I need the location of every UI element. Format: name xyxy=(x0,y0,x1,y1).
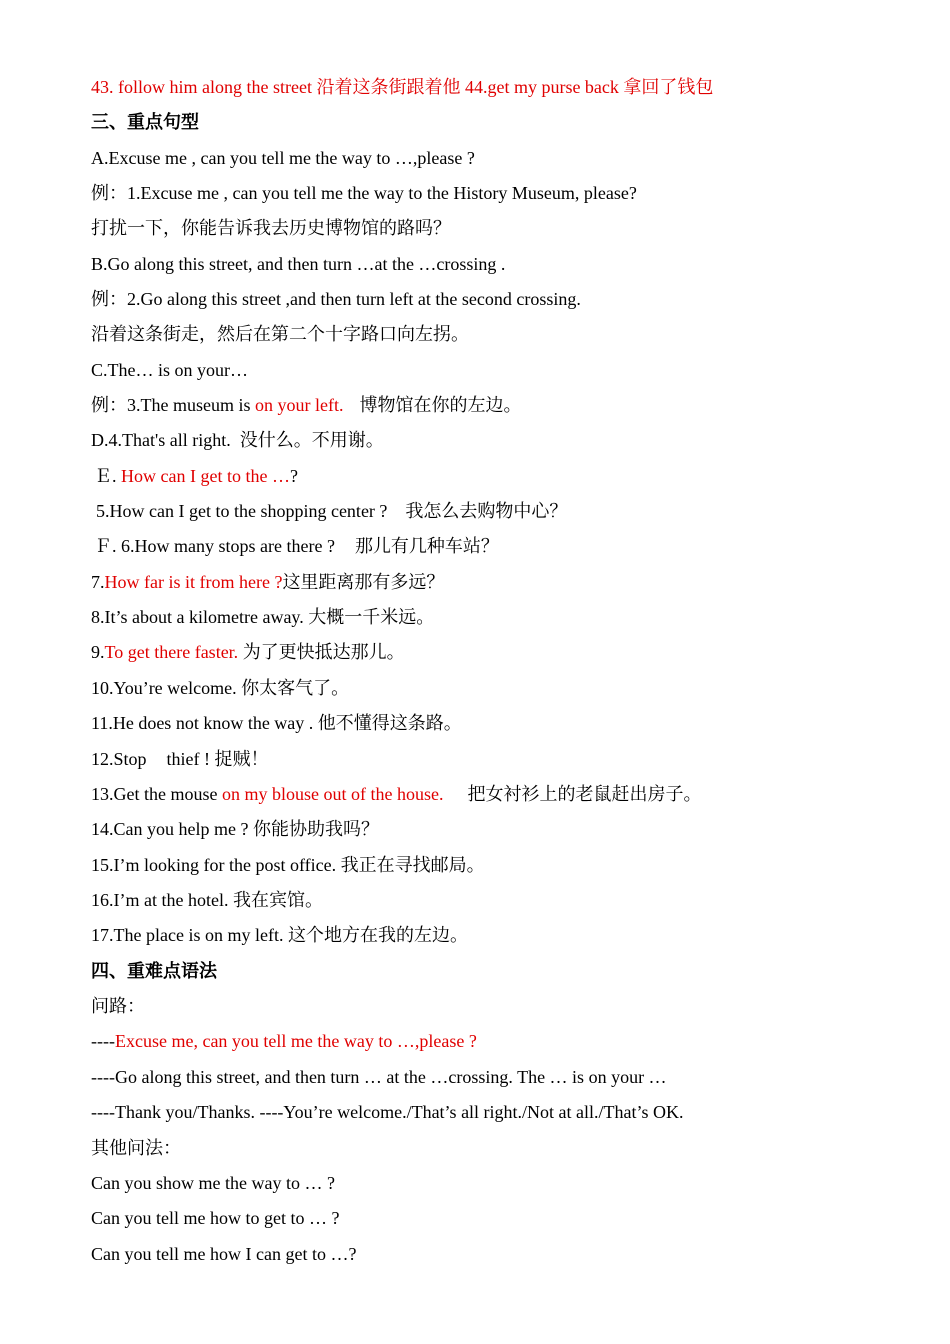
pattern-d xyxy=(91,428,384,452)
alt-question-3 xyxy=(91,1242,356,1266)
section-heading-key-sentences xyxy=(91,110,199,134)
translation-text: 那儿有几种车站？ xyxy=(354,536,499,556)
line-text: 沿着这条街走，然后在第二个十字路口向左拐。 xyxy=(91,324,469,344)
line-text: 例：1.Excuse me , can you tell me the way to the History Museum, please? xyxy=(91,183,637,203)
line-text: 11.He does not know the way . 他不懂得这条路。 xyxy=(91,713,462,733)
pattern-a xyxy=(91,146,475,170)
heading-text: 三、重点句型 xyxy=(91,112,199,132)
line-text: Ｅ. xyxy=(94,466,121,486)
line-text: 10.You’re welcome. 你太客气了。 xyxy=(91,678,350,698)
highlight-text: on your left. xyxy=(255,395,344,415)
line-text: 14.Can you help me ? 你能协助我吗？ xyxy=(91,819,379,839)
example-1 xyxy=(91,181,637,205)
line-text: ? xyxy=(289,466,298,486)
line-text: 17.The place is on my left. 这个地方在我的左边。 xyxy=(91,925,468,945)
example-9 xyxy=(91,640,405,664)
translation-text: 为了更快抵达那儿。 xyxy=(238,642,405,662)
heading-text: 四、重难点语法 xyxy=(91,961,217,981)
translation-text: 这里距离那有多远？ xyxy=(282,572,445,592)
dialogue-line-1 xyxy=(91,1029,477,1053)
asking-way-label xyxy=(91,994,145,1018)
example-14 xyxy=(91,817,379,841)
line-text: Can you tell me how I can get to …? xyxy=(91,1244,357,1264)
dialogue-line-2 xyxy=(91,1065,667,1089)
example-17 xyxy=(91,923,468,947)
example-16 xyxy=(91,888,323,912)
line-text: thief ! 捉贼！ xyxy=(166,749,269,769)
line-text: Can you show me the way to … ? xyxy=(91,1173,335,1193)
line-text: ----Thank you/Thanks. ----You’re welcome./That’s all right./Not at all./That’s OK. xyxy=(91,1102,684,1122)
example-7 xyxy=(91,570,444,594)
line-text: ---- xyxy=(91,1031,115,1051)
pattern-c xyxy=(91,358,248,382)
example-11 xyxy=(91,711,462,735)
line-text: A.Excuse me , can you tell me the way to …,please ? xyxy=(91,148,475,168)
example-12 xyxy=(91,747,269,771)
line-text: ----Go along this street, and then turn … at the …crossing. The … is on your … xyxy=(91,1067,667,1087)
example-15 xyxy=(91,853,485,877)
highlight-text: To get there faster. xyxy=(104,642,239,662)
line-text: 8.It’s about a kilometre away. 大概一千米远。 xyxy=(91,607,435,627)
line-text: 例：3.The museum is xyxy=(91,395,255,415)
line-text: 其他问法： xyxy=(91,1138,181,1158)
line-text: 12.Stop xyxy=(91,749,147,769)
pattern-e xyxy=(94,464,298,488)
alt-question-1 xyxy=(91,1171,335,1195)
line-text: 15.I’m looking for the post office. 我正在寻找邮局。 xyxy=(91,855,485,875)
pattern-f xyxy=(94,534,499,558)
line-text: 5.How can I get to the shopping center ? xyxy=(96,501,388,521)
alt-question-2 xyxy=(91,1206,339,1230)
line-text: D.4.That's all right. xyxy=(91,430,231,450)
example-2 xyxy=(91,287,581,311)
example-5 xyxy=(96,499,567,523)
line-text: C.The… is on your… xyxy=(91,360,248,380)
highlight-text: Excuse me, can you tell me the way to …,please ? xyxy=(114,1031,477,1051)
line-text: 例：2.Go along this street ,and then turn left at the second crossing. xyxy=(91,289,581,309)
example-10 xyxy=(91,676,349,700)
translation-text: 没什么。不用谢。 xyxy=(239,430,384,450)
line-text: B.Go along this street, and then turn …at the …crossing . xyxy=(91,254,506,274)
line-text: 9. xyxy=(91,642,105,662)
pattern-b xyxy=(91,252,505,276)
example-8 xyxy=(91,605,434,629)
line-text: 问路： xyxy=(91,996,145,1016)
vocab-line-43-44 xyxy=(91,75,713,99)
translation-text: 博物馆在你的左边。 xyxy=(359,395,522,415)
translation-text: 把女衬衫上的老鼠赶出房子。 xyxy=(467,784,702,804)
example-3 xyxy=(91,393,521,417)
translation-text: 我怎么去购物中心？ xyxy=(405,501,568,521)
line-text: Ｆ. 6.How many stops are there ? xyxy=(94,536,335,556)
example-1-translation xyxy=(91,216,451,240)
other-ways-label xyxy=(91,1136,181,1160)
line-text: 16.I’m at the hotel. 我在宾馆。 xyxy=(91,890,323,910)
highlight-text: How far is it from here ? xyxy=(104,572,283,592)
line-text: 43. follow him along the street 沿着这条街跟着他 44.get my purse back 拿回了钱包 xyxy=(91,77,714,97)
highlight-text: How can I get to the … xyxy=(121,466,290,486)
dialogue-line-3 xyxy=(91,1100,684,1124)
line-text: 13.Get the mouse xyxy=(91,784,222,804)
example-2-translation xyxy=(91,322,469,346)
example-13 xyxy=(91,782,701,806)
highlight-text: on my blouse out of the house. xyxy=(221,784,444,804)
line-text: 打扰一下，你能告诉我去历史博物馆的路吗？ xyxy=(91,218,451,238)
line-text: 7. xyxy=(91,572,105,592)
section-heading-grammar xyxy=(91,959,217,983)
line-text: Can you tell me how to get to … ? xyxy=(91,1208,340,1228)
